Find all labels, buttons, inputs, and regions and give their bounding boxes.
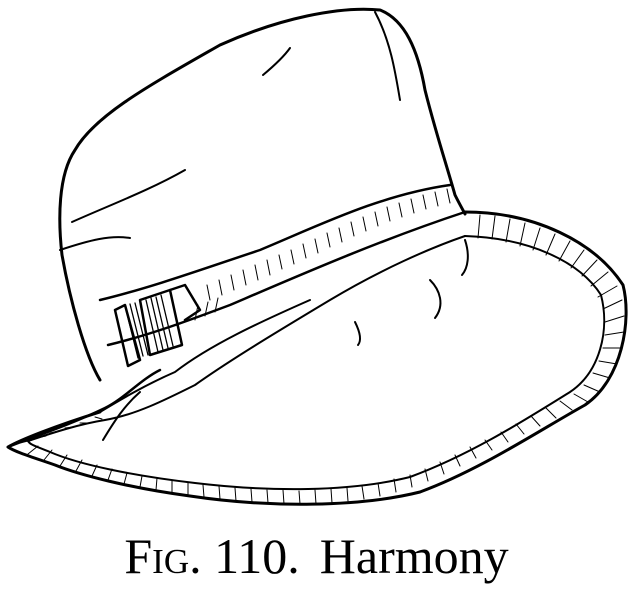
- hatband-bottom-edge: [108, 212, 465, 345]
- figure-caption: [0, 522, 633, 590]
- brim-inner-turn: [100, 300, 310, 412]
- crown-fold-2: [263, 48, 290, 75]
- caption-label: Fig.: [124, 528, 202, 584]
- caption-title: Harmony: [319, 528, 509, 584]
- crown-top-fold: [375, 12, 400, 100]
- brim-binding-edge: [28, 236, 604, 489]
- hatband-ribbing: [207, 189, 450, 300]
- crown-fold-1: [72, 170, 185, 222]
- brim-curl-2: [430, 280, 440, 318]
- brim-curl-3: [355, 322, 360, 345]
- brim-outer-edge: [8, 212, 626, 504]
- caption-number: 110.: [214, 528, 300, 584]
- brim-binding-hatch: [28, 215, 624, 504]
- hatband-top-edge: [100, 185, 450, 300]
- brim-front-lip-inner: [28, 236, 465, 441]
- crown-fold-3: [60, 237, 130, 250]
- brim-curl-1: [462, 240, 468, 275]
